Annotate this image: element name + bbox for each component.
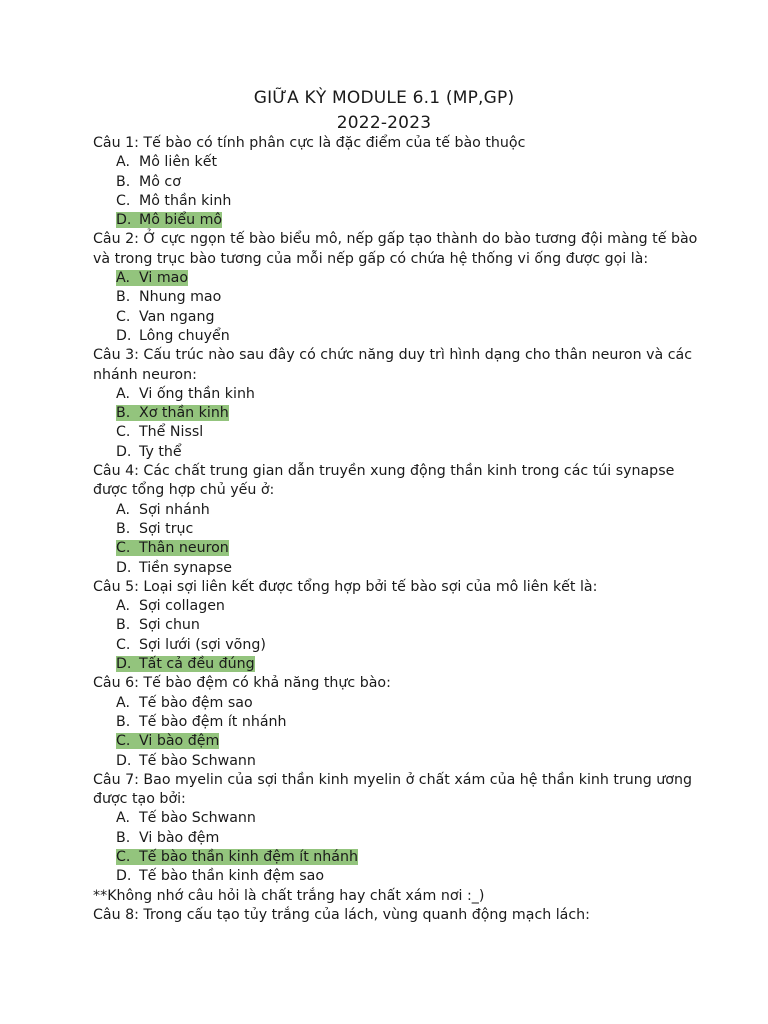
answer-option-content (116, 617, 200, 633)
answer-option (93, 211, 693, 230)
answer-option-content (116, 753, 256, 769)
answer-option-content (116, 637, 266, 653)
answer-option (93, 539, 693, 558)
option-letter: C. (116, 424, 131, 441)
option-letter: C. (116, 733, 131, 750)
answer-option (93, 559, 693, 578)
option-text: Vi bào đệm (139, 733, 220, 750)
correct-answer-highlight (116, 540, 229, 556)
answer-option-content (116, 328, 230, 344)
answer-option (93, 848, 693, 867)
question-text-line: nhánh neuron: (93, 366, 197, 383)
answer-option-content (116, 502, 210, 518)
question-text-line: Câu 7: Bao myelin của sợi thần kinh myelin ở chất xám của hệ thần kinh trung ương (93, 771, 692, 788)
answer-option (93, 173, 693, 192)
option-text: Sợi trục (139, 520, 194, 537)
option-letter: B. (116, 289, 131, 306)
question-text-line: Câu 2: Ở cực ngọn tế bào biểu mô, nếp gấp tạo thành do bào tương đội màng tế bào (93, 231, 698, 248)
option-text: Nhung mao (139, 289, 222, 306)
answer-option-content (116, 598, 225, 614)
option-text: Mô biểu mô (139, 212, 223, 229)
answer-option (93, 443, 693, 462)
question-6 (93, 674, 693, 770)
answer-option (93, 655, 693, 674)
option-letter: B. (116, 405, 131, 422)
option-letter: D. (116, 327, 132, 344)
answer-option-content (116, 424, 203, 440)
option-letter: C. (116, 192, 131, 209)
answer-option (93, 809, 693, 828)
answer-option-content (116, 830, 219, 846)
option-text: Tế bào đệm ít nhánh (139, 713, 287, 730)
option-text: Sợi collagen (139, 598, 225, 615)
answer-option (93, 867, 693, 886)
option-text: Tất cả đều đúng (139, 656, 255, 673)
correct-answer-highlight (116, 849, 358, 865)
question-text-line: Câu 3: Cấu trúc nào sau đây có chức năng duy trì hình dạng cho thân neuron và các (93, 347, 692, 364)
option-letter: B. (116, 520, 131, 537)
answer-option-content (116, 193, 231, 209)
answer-option (93, 423, 693, 442)
answer-option (93, 404, 693, 423)
note-text: **Không nhớ câu hỏi là chất trắng hay chất xám nơi :_) (93, 887, 485, 904)
option-letter: B. (116, 713, 131, 730)
option-letter: A. (116, 810, 130, 827)
option-text: Tế bào đệm sao (139, 694, 253, 711)
question-5 (93, 578, 693, 674)
question-4 (93, 462, 693, 578)
answer-option-content (116, 444, 182, 460)
option-letter: A. (116, 598, 130, 615)
option-letter: B. (116, 173, 131, 190)
answer-option (93, 288, 693, 307)
answer-option-content (116, 560, 232, 576)
questions-container (93, 134, 698, 887)
option-text: Ty thể (139, 443, 182, 460)
option-text: Vi mao (139, 270, 189, 287)
question-text-line: Câu 6: Tế bào đệm có khả năng thực bào: (93, 675, 391, 692)
option-text: Vi bào đệm (139, 829, 220, 846)
answer-option (93, 269, 693, 288)
option-letter: B. (116, 829, 131, 846)
option-letter: A. (116, 694, 130, 711)
answer-option (93, 501, 693, 520)
answer-option (93, 636, 693, 655)
answer-option (93, 327, 693, 346)
question-2 (93, 230, 698, 346)
correct-answer-highlight (116, 656, 255, 672)
option-text: Tế bào Schwann (139, 810, 256, 827)
document-year: 2022-2023 (336, 113, 432, 133)
answer-option-content (116, 386, 255, 402)
option-letter: D. (116, 656, 132, 673)
correct-answer-highlight (116, 212, 222, 228)
option-letter: B. (116, 617, 131, 634)
question-text-line: được tổng hợp chủ yếu ở: (93, 482, 275, 499)
option-text: Mô liên kết (139, 154, 218, 171)
option-letter: C. (116, 636, 131, 653)
answer-option (93, 597, 693, 616)
option-text: Vi ống thần kinh (139, 385, 255, 402)
question-text-line: Câu 1: Tế bào có tính phân cực là đặc điểm của tế bào thuộc (93, 135, 526, 151)
question-8-text: Câu 8: Trong cấu tạo tủy trắng của lách, vùng quanh động mạch lách: (93, 906, 590, 923)
question-text-line: Câu 5: Loại sợi liên kết được tổng hợp bởi tế bào sợi của mô liên kết là: (93, 578, 598, 595)
option-letter: D. (116, 559, 132, 576)
answer-option (93, 713, 693, 732)
option-text: Tế bào Schwann (139, 752, 256, 769)
question-text-line: Câu 4: Các chất trung gian dẫn truyền xung động thần kinh trong các túi synapse (93, 463, 675, 480)
answer-option (93, 520, 693, 539)
answer-option (93, 192, 693, 211)
answer-option-content (116, 714, 287, 730)
option-letter: A. (116, 270, 130, 287)
option-letter: A. (116, 501, 130, 518)
answer-option-content (116, 154, 217, 170)
option-letter: D. (116, 752, 132, 769)
option-text: Tế bào thần kinh đệm sao (139, 868, 325, 885)
option-text: Lông chuyển (139, 327, 230, 344)
answer-option-content (116, 521, 193, 537)
option-letter: C. (116, 848, 131, 865)
question-list (93, 134, 698, 925)
answer-option (93, 153, 693, 172)
answer-option-content (116, 868, 324, 884)
option-letter: C. (116, 308, 131, 325)
answer-option (93, 829, 693, 848)
option-text: Mô thần kinh (139, 192, 232, 209)
answer-option (93, 752, 693, 771)
option-text: Sợi chun (139, 617, 200, 634)
answer-option-content (116, 810, 256, 826)
answer-option-content (116, 174, 181, 190)
option-text: Tiền synapse (139, 559, 233, 576)
option-text: Sợi nhánh (139, 501, 210, 518)
answer-option (93, 385, 693, 404)
option-letter: D. (116, 868, 132, 885)
document-title: GIỮA KỲ MODULE 6.1 (MP,GP) (253, 88, 515, 108)
option-text: Xơ thần kinh (139, 405, 229, 422)
correct-answer-highlight (116, 733, 219, 749)
option-letter: A. (116, 154, 130, 171)
option-letter: D. (116, 443, 132, 460)
answer-option (93, 694, 693, 713)
answer-option-content (116, 695, 253, 711)
answer-option (93, 616, 693, 635)
question-text-line: được tạo bởi: (93, 791, 186, 808)
option-letter: D. (116, 212, 132, 229)
option-text: Sợi lưới (sợi võng) (139, 636, 266, 653)
option-text: Thân neuron (139, 540, 229, 557)
correct-answer-highlight (116, 405, 229, 421)
answer-option (93, 732, 693, 751)
question-text-line: và trong trục bào tương của mỗi nếp gấp có chứa hệ thống vi ống được gọi là: (93, 250, 649, 267)
option-text: Mô cơ (139, 173, 181, 190)
answer-option (93, 308, 693, 327)
answer-option-content (116, 289, 221, 305)
question-1 (93, 134, 693, 230)
option-text: Thể Nissl (139, 424, 204, 441)
option-letter: C. (116, 540, 131, 557)
answer-option-content (116, 309, 215, 325)
correct-answer-highlight (116, 270, 188, 286)
option-text: Van ngang (139, 308, 215, 325)
question-3 (93, 346, 693, 462)
option-text: Tế bào thần kinh đệm ít nhánh (139, 848, 358, 865)
question-7 (93, 771, 693, 887)
option-letter: A. (116, 385, 130, 402)
